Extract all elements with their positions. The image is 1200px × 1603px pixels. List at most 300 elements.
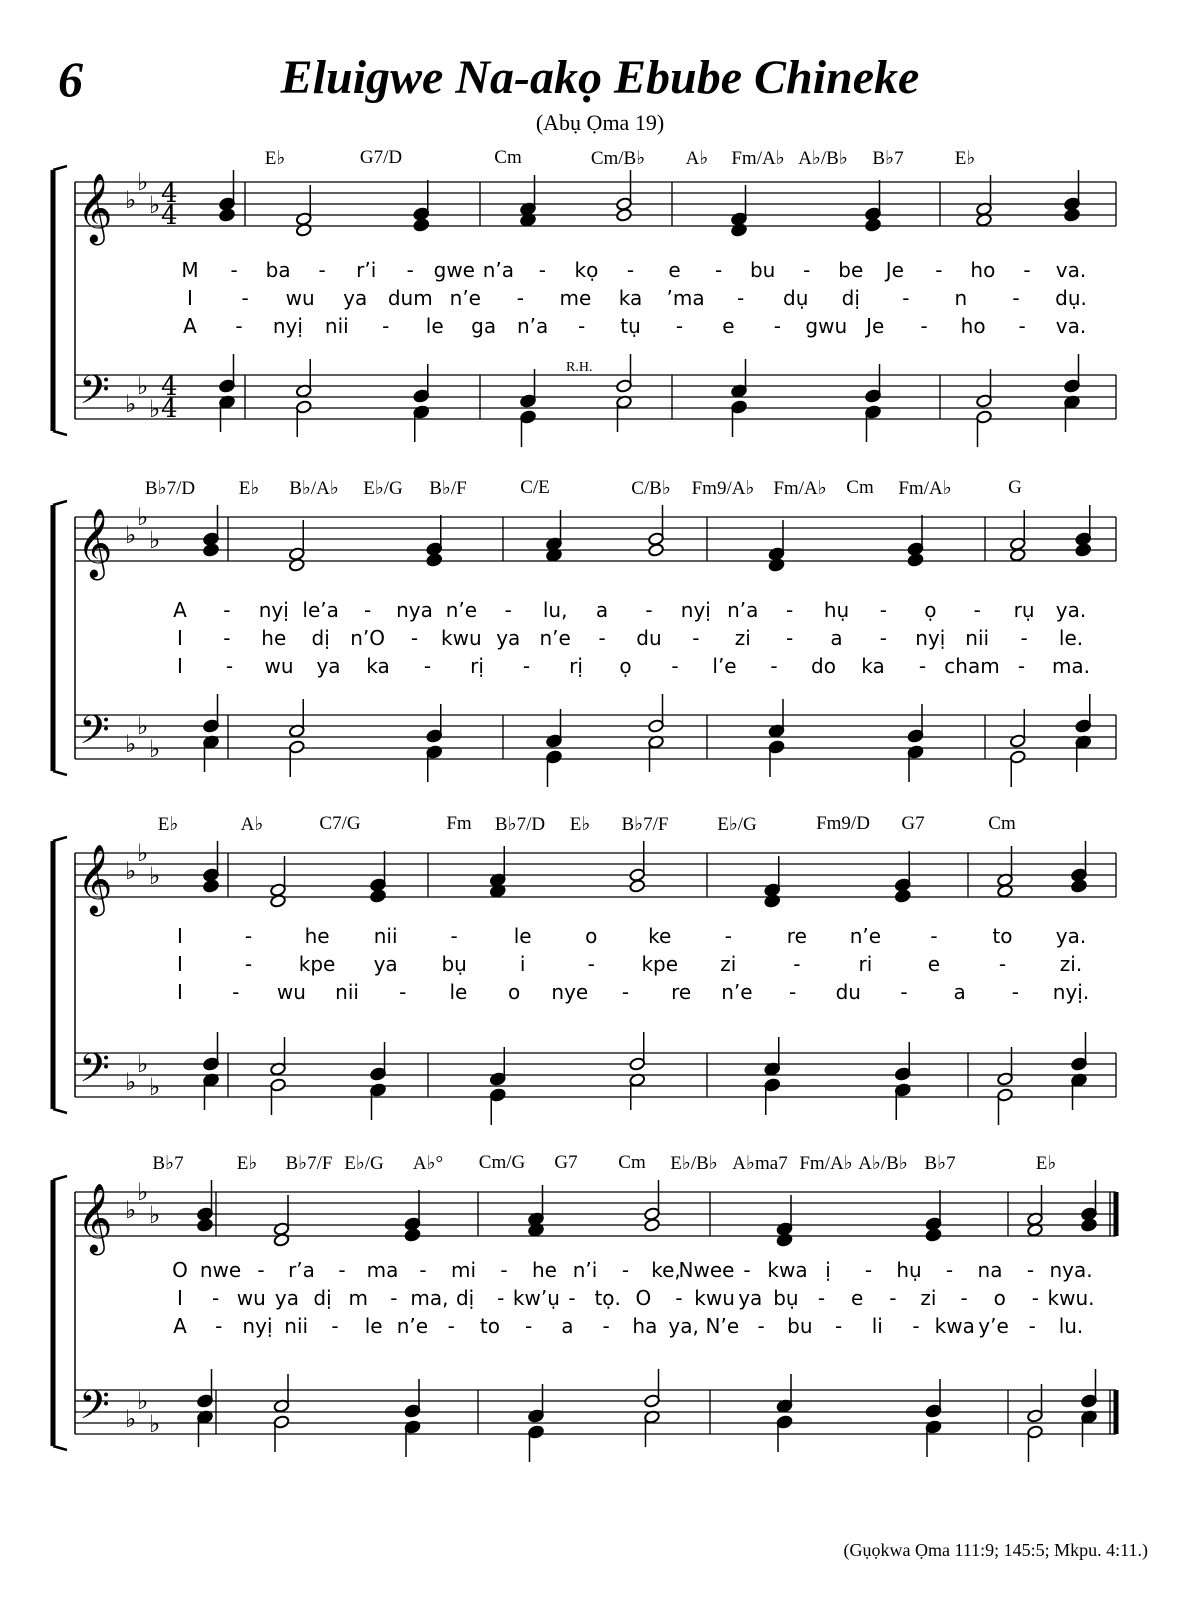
scripture-reference: (Gụọkwa Ọma 111:9; 145:5; Mkpu. 4:11.) — [843, 1540, 1148, 1560]
lyric-syllable: ka — [618, 286, 643, 310]
lyric-hyphen: - — [500, 1258, 508, 1282]
lyric-syllable: ya. — [1055, 598, 1087, 622]
lyric-hyphen: - — [338, 1258, 346, 1282]
flat-sign: ♭ — [137, 168, 149, 196]
lyric-syllable: tụ — [620, 314, 641, 338]
chord-symbol: A♭° — [412, 1153, 444, 1174]
chord-symbol: G7 — [554, 1152, 578, 1173]
lyric-syllable: rị — [569, 654, 583, 678]
lyric-hyphen: - — [889, 1286, 897, 1310]
lyric-syllable: e — [851, 1286, 864, 1310]
chord-symbol: G — [1008, 477, 1022, 498]
lyric-syllable: ma. — [1051, 654, 1091, 678]
chord-symbol: B♭7/F — [621, 814, 669, 835]
lyric-syllable: n — [954, 286, 968, 310]
note-head — [648, 543, 665, 557]
flat-sign: ♭ — [125, 1405, 137, 1433]
lyric-hyphen: - — [786, 598, 794, 622]
lyric-syllable: le — [364, 1314, 383, 1338]
lyric-syllable: n’e — [539, 626, 571, 650]
lyric-syllable: du — [636, 626, 662, 650]
chord-symbol: A♭/B♭ — [798, 148, 848, 169]
lyric-hyphen: - — [879, 626, 888, 650]
lyric-hyphen: - — [241, 286, 249, 310]
note-head — [203, 879, 220, 893]
staff-stroke — [53, 1109, 67, 1113]
lyric-syllable: ya — [343, 286, 368, 310]
lyric-syllable: nii — [284, 1314, 309, 1338]
chord-symbol: A♭ — [240, 814, 264, 835]
flat-sign: ♭ — [149, 395, 161, 423]
chord-symbol: Cm — [988, 813, 1016, 834]
lyric-syllable: wu — [276, 980, 306, 1004]
lyric-hyphen: - — [497, 1286, 505, 1310]
bass-clef: 𝄢 — [79, 1382, 110, 1438]
lyric-syllable: nyị — [680, 598, 711, 622]
chord-symbol: E♭/G — [717, 814, 757, 835]
lyric-syllable: n’a — [516, 314, 549, 338]
lyric-syllable: kpe — [641, 952, 679, 976]
chord-symbol: B♭7 — [872, 148, 904, 169]
flat-sign: ♭ — [149, 735, 161, 763]
lyric-syllable: me — [559, 286, 592, 310]
lyric-syllable: rụ — [1013, 598, 1035, 622]
lyric-syllable: dị — [455, 1286, 475, 1310]
lyric-syllable: rị — [470, 654, 484, 678]
lyric-hyphen: - — [1018, 314, 1026, 338]
lyric-hyphen: - — [817, 1286, 826, 1310]
lyric-syllable: le — [449, 980, 468, 1004]
time-signature: 4 — [161, 179, 178, 209]
note-head — [865, 218, 882, 232]
lyric-hyphen: - — [244, 924, 253, 948]
lyric-syllable: N’e — [705, 1314, 740, 1338]
lyric-syllable: ho — [970, 258, 996, 282]
flat-sign: ♭ — [149, 191, 161, 219]
lyric-syllable: ka — [366, 654, 390, 678]
note-head — [288, 558, 305, 572]
lyric-syllable: A — [173, 1314, 187, 1338]
lyric-syllable: Je — [885, 258, 904, 282]
lyric-syllable: wu — [236, 1286, 266, 1310]
chord-symbol: E♭ — [954, 148, 976, 169]
note-head — [894, 889, 911, 903]
note-head — [1081, 1218, 1098, 1232]
lyric-syllable: gwe — [433, 258, 475, 282]
lyric-hyphen: - — [577, 314, 586, 338]
lyric-hyphen: - — [912, 1314, 920, 1338]
flat-sign: ♭ — [137, 839, 149, 867]
lyric-syllable: o — [993, 1286, 1006, 1310]
lyric-hyphen: - — [1028, 1314, 1036, 1338]
lyric-syllable: zi. — [1059, 952, 1083, 976]
note-head — [197, 1218, 214, 1232]
lyric-syllable: i — [519, 952, 526, 976]
lyric-syllable: nii — [373, 924, 398, 948]
lyric-syllable: to — [479, 1314, 500, 1338]
note-head — [731, 223, 748, 237]
lyric-hyphen: - — [803, 258, 811, 282]
lyric-hyphen: - — [626, 258, 635, 282]
staff-stroke — [53, 501, 67, 505]
lyric-hyphen: - — [788, 980, 797, 1004]
chord-symbol: E♭ — [157, 814, 179, 835]
lyric-syllable: dị — [311, 626, 330, 650]
lyric-syllable: hụ — [823, 598, 850, 622]
lyric-hyphen: - — [419, 1258, 427, 1282]
lyric-syllable: kọ — [574, 258, 599, 282]
lyric-hyphen: - — [900, 980, 908, 1004]
lyric-hyphen: - — [714, 258, 723, 282]
lyric-syllable: gwu — [805, 314, 848, 338]
lyric-syllable: dum — [387, 286, 433, 310]
lyric-syllable: I — [177, 980, 183, 1004]
staff-stroke — [53, 1446, 67, 1450]
chord-symbol: E♭ — [569, 814, 591, 835]
lyric-hyphen: - — [930, 924, 938, 948]
lyric-syllable: M — [181, 258, 199, 282]
lyric-syllable: kwa — [934, 1314, 975, 1338]
lyric-syllable: ọ — [924, 598, 937, 622]
chord-symbol: Cm/G — [478, 1152, 526, 1173]
lyric-syllable: le. — [1058, 626, 1084, 650]
lyric-syllable: I — [177, 952, 183, 976]
note-head — [764, 894, 781, 908]
chord-symbol: A♭ma7 — [732, 1153, 788, 1174]
lyric-syllable: n’i — [572, 1258, 598, 1282]
lyric-syllable: nii — [324, 314, 349, 338]
chord-symbol: Fm/A♭ — [773, 478, 827, 499]
bass-clef: 𝄢 — [79, 367, 110, 423]
lyric-syllable: dị — [841, 286, 860, 310]
chord-symbol: Fm — [446, 813, 472, 834]
lyric-syllable: kwu. — [1047, 1286, 1095, 1310]
lyric-hyphen: - — [363, 598, 372, 622]
lyric-syllable: na — [977, 1258, 1003, 1282]
lyric-syllable: bu — [749, 258, 776, 282]
lyric-hyphen: - — [232, 980, 240, 1004]
lyric-syllable: re — [786, 924, 807, 948]
chord-symbol: C/B♭ — [631, 478, 671, 499]
lyric-hyphen: - — [793, 952, 801, 976]
lyric-syllable: m — [348, 1286, 368, 1310]
bass-clef: 𝄢 — [79, 1045, 110, 1101]
lyric-syllable: ya — [316, 654, 341, 678]
chord-symbol: Fm/A♭ — [731, 148, 785, 169]
hymn-title: Eluigwe Na-akọ Ebube Chineke — [280, 51, 920, 104]
lyric-hyphen: - — [1020, 626, 1028, 650]
lyric-syllable: zi — [734, 626, 751, 650]
lyric-syllable: bụ — [773, 1286, 799, 1310]
lyric-hyphen: - — [902, 286, 910, 310]
lyric-syllable: I — [177, 654, 183, 678]
lyric-syllable: n’e — [396, 1314, 429, 1338]
lyric-hyphen: - — [410, 626, 419, 650]
lyric-syllable: ba — [265, 258, 291, 282]
time-signature: 4 — [161, 372, 178, 402]
lyric-hyphen: - — [331, 1314, 339, 1338]
lyric-syllable: le’a — [302, 598, 339, 622]
lyric-hyphen: - — [998, 952, 1007, 976]
lyric-hyphen: - — [230, 258, 238, 282]
lyric-syllable: tọ. — [594, 1286, 621, 1310]
chord-symbol: G7 — [901, 813, 925, 834]
chord-symbol: B♭7/F — [285, 1153, 333, 1174]
lyric-syllable: I — [177, 1286, 183, 1310]
chord-symbol: Fm9/A♭ — [691, 478, 755, 499]
lyric-syllable: be — [838, 258, 864, 282]
lyric-hyphen: - — [382, 314, 390, 338]
flat-sign: ♭ — [125, 186, 137, 214]
flat-sign: ♭ — [125, 521, 137, 549]
lyric-syllable: o — [508, 980, 521, 1004]
flat-sign: ♭ — [149, 862, 161, 890]
lyric-hyphen: - — [1012, 286, 1020, 310]
lyric-hyphen: - — [770, 654, 778, 678]
note-head — [616, 208, 633, 222]
lyric-syllable: ’ma — [666, 286, 705, 310]
flat-sign: ♭ — [149, 526, 161, 554]
lyric-syllable: va. — [1055, 258, 1087, 282]
note-head — [413, 218, 430, 232]
lyric-syllable: zi — [720, 952, 737, 976]
flat-sign: ♭ — [137, 372, 149, 400]
lyric-syllable: he — [304, 924, 330, 948]
lyric-syllable: ho — [960, 314, 986, 338]
lyric-syllable: A — [183, 314, 197, 338]
lyric-hyphen: - — [935, 258, 943, 282]
lyric-syllable: kw’ụ — [512, 1286, 560, 1310]
chord-symbol: E♭ — [264, 148, 286, 169]
lyric-hyphen: - — [215, 1314, 223, 1338]
lyric-hyphen: - — [743, 1258, 751, 1282]
lyric-syllable: mi — [450, 1258, 477, 1282]
note-head — [629, 879, 646, 893]
lyric-syllable: dụ. — [1055, 286, 1087, 310]
lyric-hyphen: - — [675, 1286, 683, 1310]
lyric-syllable: wu — [264, 654, 294, 678]
lyric-hyphen: - — [318, 258, 326, 282]
lyric-hyphen: - — [671, 654, 679, 678]
note-head — [370, 889, 387, 903]
lyric-syllable: nii — [965, 626, 990, 650]
lyric-syllable: he — [261, 626, 287, 650]
flat-sign: ♭ — [125, 1196, 137, 1224]
lyric-syllable: ri — [858, 952, 873, 976]
lyric-syllable: ya — [496, 626, 521, 650]
lyric-hyphen: - — [598, 626, 606, 650]
lyric-syllable: e — [722, 314, 735, 338]
treble-clef: 𝄞 — [77, 1183, 113, 1253]
lyric-syllable: O — [635, 1286, 652, 1310]
lyric-hyphen: - — [504, 598, 512, 622]
note-head — [1071, 879, 1088, 893]
lyric-hyphen: - — [568, 1286, 576, 1310]
flat-sign: ♭ — [125, 1068, 137, 1096]
lyric-syllable: ma — [366, 1258, 399, 1282]
note-head — [203, 543, 220, 557]
lyric-hyphen: - — [522, 654, 531, 678]
chord-symbol: B♭/F — [429, 478, 467, 499]
lyric-syllable: ha — [632, 1314, 658, 1338]
lyric-syllable: dụ — [783, 286, 809, 310]
lyric-syllable: nyị. — [1052, 980, 1090, 1004]
lyric-syllable: cham — [944, 654, 1000, 678]
chord-symbol: B♭/A♭ — [289, 478, 339, 499]
lyric-hyphen: - — [945, 1258, 954, 1282]
chord-symbol: B♭7/D — [144, 478, 196, 499]
lyric-hyphen: - — [1017, 654, 1026, 678]
chord-symbol: A♭ — [685, 148, 709, 169]
note-head — [925, 1228, 942, 1242]
note-head — [776, 1233, 793, 1247]
lyric-syllable: I — [187, 286, 193, 310]
lyric-hyphen: - — [621, 1258, 630, 1282]
flat-sign: ♭ — [137, 1178, 149, 1206]
hymn-number: 6 — [58, 51, 83, 107]
staff-stroke — [53, 771, 67, 775]
flat-sign: ♭ — [137, 1387, 149, 1415]
lyric-hyphen: - — [960, 1286, 968, 1310]
lyric-syllable: r’i — [356, 258, 377, 282]
lyric-syllable: dị — [313, 1286, 332, 1310]
lyric-syllable: n’e — [449, 286, 481, 310]
lyric-syllable: e — [668, 258, 681, 282]
lyric-syllable: ka — [861, 654, 885, 678]
flat-sign: ♭ — [125, 390, 137, 418]
chord-symbol: E♭ — [236, 1153, 258, 1174]
note-head — [404, 1228, 421, 1242]
lyric-hyphen: - — [587, 952, 595, 976]
staff-stroke — [53, 431, 67, 435]
treble-clef: 𝄞 — [77, 844, 113, 914]
flat-sign: ♭ — [137, 1050, 149, 1078]
chord-symbol: B♭7/D — [494, 814, 546, 835]
lyric-hyphen: - — [212, 1286, 220, 1310]
lyric-syllable: lu, — [542, 598, 568, 622]
lyric-syllable: ya — [738, 1286, 763, 1310]
chord-symbol: E♭/G — [363, 478, 403, 499]
note-head — [273, 1233, 290, 1247]
lyric-hyphen: - — [225, 654, 234, 678]
lyric-syllable: re — [671, 980, 692, 1004]
staff-stroke — [53, 837, 67, 841]
flat-sign: ♭ — [149, 1410, 161, 1438]
lyric-syllable: Je — [866, 314, 885, 338]
note-head — [295, 223, 312, 237]
chord-symbol: C7/G — [319, 813, 361, 834]
lyric-syllable: y’e — [978, 1314, 1009, 1338]
lyric-syllable: ị — [825, 1258, 831, 1282]
lyric-hyphen: - — [675, 314, 684, 338]
lyric-hyphen: - — [223, 626, 231, 650]
lyric-hyphen: - — [602, 1314, 610, 1338]
lyric-hyphen: - — [450, 924, 458, 948]
lyric-hyphen: - — [773, 314, 781, 338]
lyric-syllable: do — [811, 654, 836, 678]
treble-clef: 𝄞 — [77, 508, 113, 578]
lyric-syllable: I — [177, 626, 183, 650]
lyric-hyphen: - — [920, 314, 928, 338]
note-head — [219, 208, 236, 222]
lyric-syllable: n’O — [350, 626, 385, 650]
lyric-syllable: nii — [335, 980, 359, 1004]
staff-stroke — [53, 166, 67, 170]
lyric-syllable: le — [513, 924, 532, 948]
lyric-hyphen: - — [621, 980, 630, 1004]
lyric-hyphen: - — [244, 952, 253, 976]
chord-symbol: C/E — [520, 477, 550, 498]
lyric-syllable: nyị — [242, 1314, 273, 1338]
lyric-syllable: le — [425, 314, 444, 338]
lyric-syllable: n’a — [482, 258, 514, 282]
chord-symbol: Cm — [494, 147, 522, 168]
lyric-syllable: ya. — [1055, 924, 1087, 948]
chord-symbol: Fm/A♭ — [799, 1153, 853, 1174]
lyric-syllable: I — [177, 924, 183, 948]
lyric-syllable: ga — [471, 314, 497, 338]
lyric-syllable: ya — [373, 952, 398, 976]
glyphs — [77, 168, 178, 1438]
note-head — [1064, 208, 1081, 222]
lyric-syllable: ọ — [619, 654, 632, 678]
lyric-syllable: a — [830, 626, 843, 650]
note-head — [907, 553, 924, 567]
lyric-syllable: kwu — [694, 1286, 735, 1310]
lyric-hyphen: - — [973, 598, 981, 622]
time-signature: 4 — [161, 394, 178, 424]
lyric-syllable: ya — [274, 1286, 299, 1310]
lyric-syllable: a — [595, 598, 609, 622]
lyric-syllable: n’e — [721, 980, 753, 1004]
lyric-hyphen: - — [538, 258, 546, 282]
lyric-syllable: a — [561, 1314, 574, 1338]
lyric-hyphen: - — [692, 626, 700, 650]
lyric-syllable: e — [927, 952, 941, 976]
lyric-hyphen: - — [879, 598, 888, 622]
lyric-syllable: n’e — [849, 924, 882, 948]
lyric-syllable: r’a — [288, 1258, 315, 1282]
lyric-hyphen: - — [724, 924, 732, 948]
lyric-syllable: va. — [1055, 314, 1087, 338]
lyric-hyphen: - — [257, 1258, 265, 1282]
lyric-hyphen: - — [757, 1314, 765, 1338]
chord-symbol: Cm/B♭ — [590, 148, 646, 169]
chord-symbol: Cm — [618, 1152, 646, 1173]
flat-sign: ♭ — [137, 503, 149, 531]
lyric-syllable: A — [173, 598, 187, 622]
chord-symbol: E♭/B♭ — [670, 1153, 718, 1174]
lyric-hyphen: - — [235, 314, 243, 338]
lyric-syllable: O — [172, 1258, 188, 1282]
lyric-syllable: nyị — [258, 598, 289, 622]
chord-symbol: Fm9/D — [816, 813, 870, 834]
lyric-syllable: du — [835, 980, 861, 1004]
lyric-syllable: nyị — [915, 626, 946, 650]
lyric-syllable: hụ — [896, 1258, 922, 1282]
flat-sign: ♭ — [137, 712, 149, 740]
lyric-syllable: he — [532, 1258, 557, 1282]
flat-sign: ♭ — [149, 1201, 161, 1229]
lyric-hyphen: - — [525, 1314, 533, 1338]
chord-symbol: E♭ — [238, 478, 260, 499]
lyric-syllable: kpe — [298, 952, 336, 976]
lyric-syllable: nya. — [1049, 1258, 1093, 1282]
lyric-syllable: zi — [920, 1286, 937, 1310]
lyric-hyphen: - — [390, 1286, 398, 1310]
lyric-syllable: ya, — [668, 1314, 699, 1338]
lyric-hyphen: - — [406, 258, 414, 282]
